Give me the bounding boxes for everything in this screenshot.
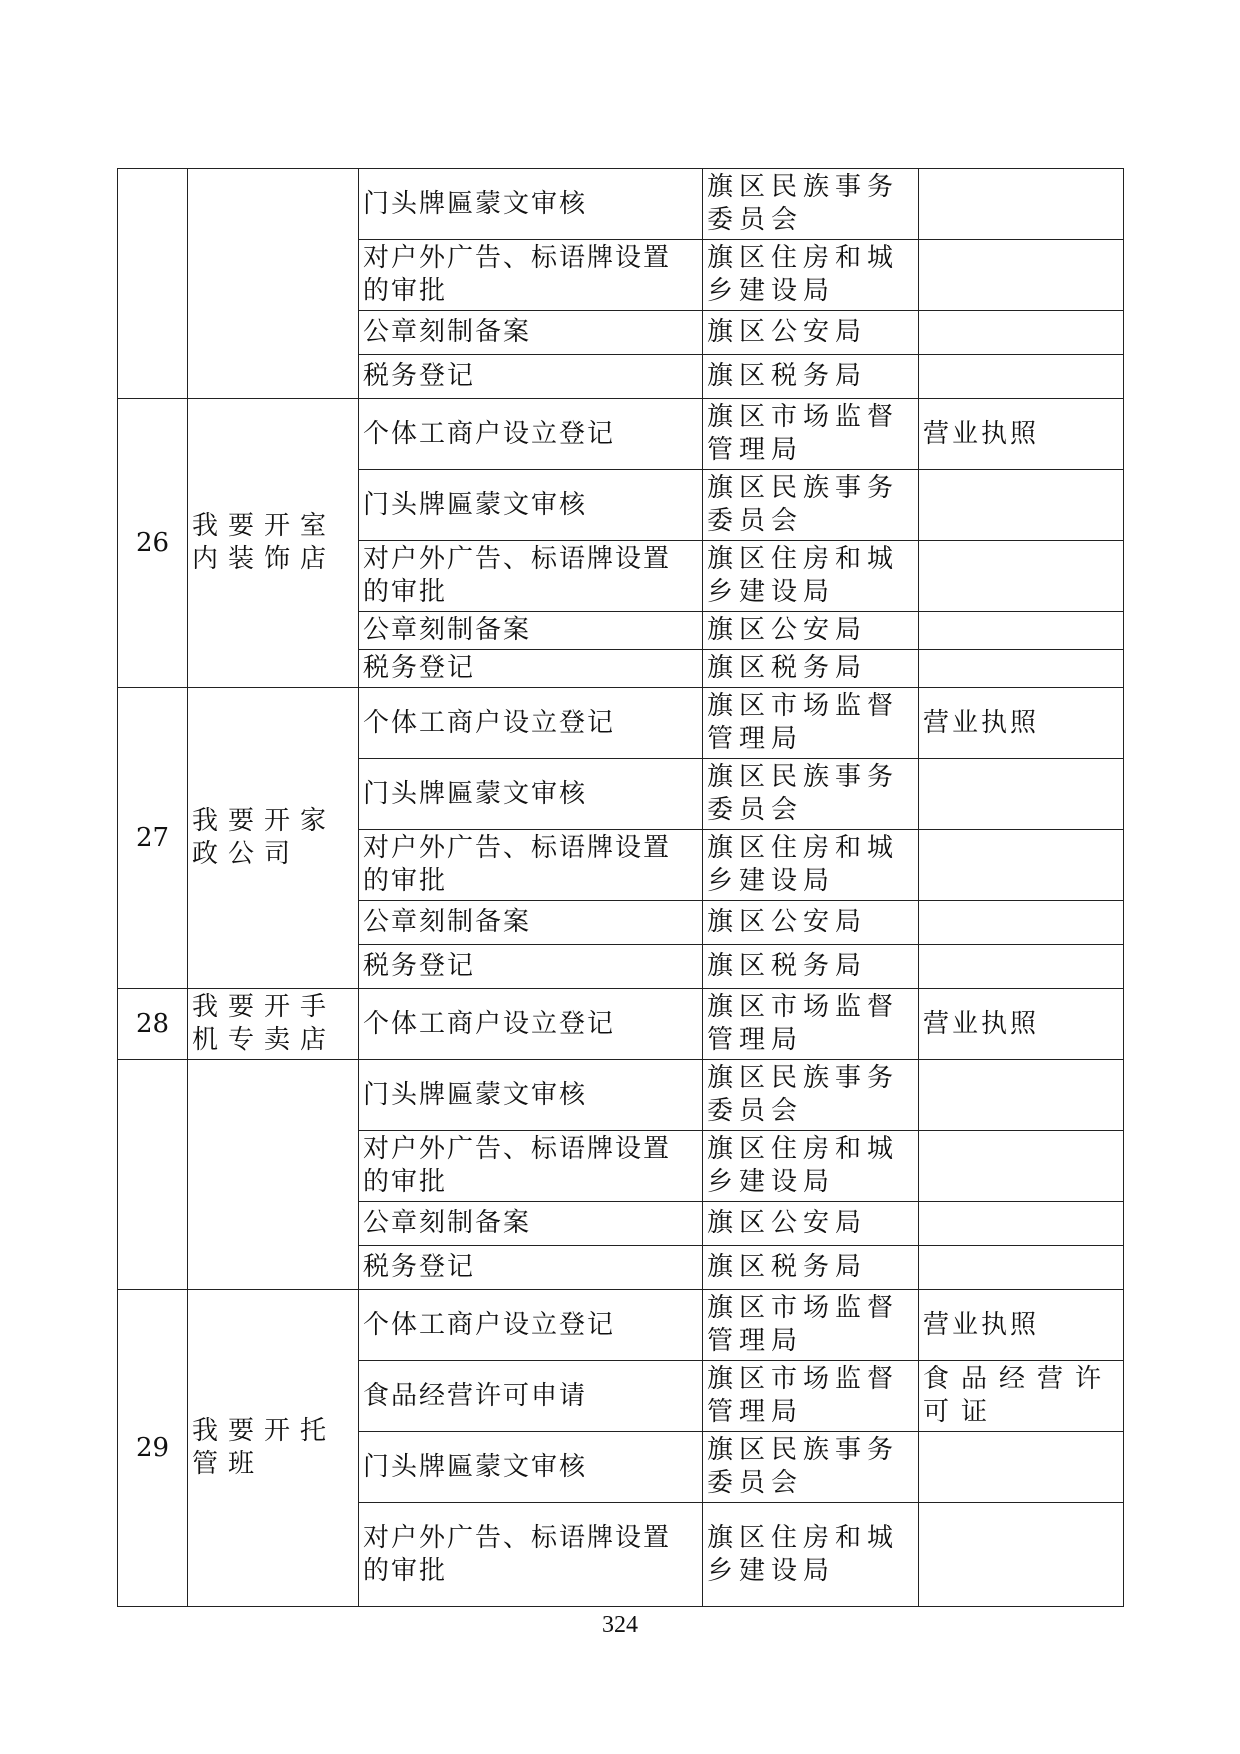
department-cell: 旗区税务局: [703, 650, 919, 688]
department-cell: 旗区民族事务委员会: [703, 1060, 919, 1131]
department-cell: 旗区住房和城乡建设局: [703, 1131, 919, 1202]
department-cell: 旗区税务局: [703, 945, 919, 989]
certificate-cell: [919, 541, 1124, 612]
certificate-cell: [919, 355, 1124, 399]
certificate-cell: [919, 759, 1124, 830]
matter-cell: 对户外广告、标语牌设置的审批: [359, 541, 703, 612]
certificate-cell: 食品经营许可证: [919, 1361, 1124, 1432]
table-row: [118, 399, 1124, 470]
matter-cell: 公章刻制备案: [359, 1202, 703, 1246]
matter-cell: 公章刻制备案: [359, 612, 703, 650]
certificate-cell: [919, 311, 1124, 355]
certificate-cell: 营业执照: [919, 989, 1124, 1060]
item-number: 28: [118, 989, 188, 1060]
certificate-cell: [919, 1503, 1124, 1607]
certificate-cell: [919, 1246, 1124, 1290]
matter-cell: 对户外广告、标语牌设置的审批: [359, 1131, 703, 1202]
matter-cell: 个体工商户设立登记: [359, 688, 703, 759]
table-row: [118, 688, 1124, 759]
department-cell: 旗区市场监督管理局: [703, 688, 919, 759]
item-number: 29: [118, 1290, 188, 1607]
service-name: 我要开托管班: [188, 1290, 359, 1607]
matter-cell: 个体工商户设立登记: [359, 399, 703, 470]
department-cell: 旗区住房和城乡建设局: [703, 240, 919, 311]
matter-cell: 门头牌匾蒙文审核: [359, 759, 703, 830]
certificate-cell: [919, 901, 1124, 945]
matter-cell: 门头牌匾蒙文审核: [359, 470, 703, 541]
matter-cell: 公章刻制备案: [359, 901, 703, 945]
matter-cell: 个体工商户设立登记: [359, 1290, 703, 1361]
certificate-cell: [919, 1131, 1124, 1202]
table-row: [118, 989, 1124, 1060]
department-cell: 旗区公安局: [703, 1202, 919, 1246]
service-name: 我要开室内装饰店: [188, 399, 359, 688]
matter-cell: 门头牌匾蒙文审核: [359, 1432, 703, 1503]
certificate-cell: 营业执照: [919, 1290, 1124, 1361]
page-number: 324: [602, 1612, 638, 1638]
certificate-cell: [919, 1202, 1124, 1246]
certificate-cell: [919, 169, 1124, 240]
department-cell: 旗区民族事务委员会: [703, 1432, 919, 1503]
department-cell: 旗区市场监督管理局: [703, 1290, 919, 1361]
item-number: 26: [118, 399, 188, 688]
service-name: [188, 1060, 359, 1290]
certificate-cell: [919, 945, 1124, 989]
certificate-cell: [919, 612, 1124, 650]
department-cell: 旗区公安局: [703, 612, 919, 650]
department-cell: 旗区住房和城乡建设局: [703, 541, 919, 612]
department-cell: 旗区公安局: [703, 901, 919, 945]
certificate-cell: [919, 1060, 1124, 1131]
table-body: [118, 169, 1124, 1607]
matter-cell: 个体工商户设立登记: [359, 989, 703, 1060]
department-cell: 旗区民族事务委员会: [703, 470, 919, 541]
matter-cell: 食品经营许可申请: [359, 1361, 703, 1432]
matter-cell: 对户外广告、标语牌设置的审批: [359, 240, 703, 311]
department-cell: 旗区市场监督管理局: [703, 989, 919, 1060]
item-number: [118, 1060, 188, 1290]
matter-cell: 税务登记: [359, 945, 703, 989]
item-number: 27: [118, 688, 188, 989]
service-name: [188, 169, 359, 399]
department-cell: 旗区税务局: [703, 1246, 919, 1290]
matter-cell: 门头牌匾蒙文审核: [359, 169, 703, 240]
matter-cell: 门头牌匾蒙文审核: [359, 1060, 703, 1131]
matter-cell: 税务登记: [359, 650, 703, 688]
department-cell: 旗区住房和城乡建设局: [703, 830, 919, 901]
certificate-cell: 营业执照: [919, 399, 1124, 470]
department-cell: 旗区住房和城乡建设局: [703, 1503, 919, 1607]
item-number: [118, 169, 188, 399]
matter-cell: 对户外广告、标语牌设置的审批: [359, 1503, 703, 1607]
service-table: [117, 168, 1124, 1607]
department-cell: 旗区税务局: [703, 355, 919, 399]
department-cell: 旗区民族事务委员会: [703, 759, 919, 830]
certificate-cell: [919, 470, 1124, 541]
table-row: [118, 169, 1124, 240]
table-row: [118, 1060, 1124, 1131]
department-cell: 旗区民族事务委员会: [703, 169, 919, 240]
certificate-cell: [919, 650, 1124, 688]
certificate-cell: 营业执照: [919, 688, 1124, 759]
matter-cell: 税务登记: [359, 355, 703, 399]
matter-cell: 公章刻制备案: [359, 311, 703, 355]
service-name: 我要开手机专卖店: [188, 989, 359, 1060]
service-name: 我要开家政公司: [188, 688, 359, 989]
certificate-cell: [919, 830, 1124, 901]
matter-cell: 对户外广告、标语牌设置的审批: [359, 830, 703, 901]
table-row: [118, 1290, 1124, 1361]
certificate-cell: [919, 1432, 1124, 1503]
matter-cell: 税务登记: [359, 1246, 703, 1290]
department-cell: 旗区市场监督管理局: [703, 1361, 919, 1432]
department-cell: 旗区市场监督管理局: [703, 399, 919, 470]
department-cell: 旗区公安局: [703, 311, 919, 355]
certificate-cell: [919, 240, 1124, 311]
